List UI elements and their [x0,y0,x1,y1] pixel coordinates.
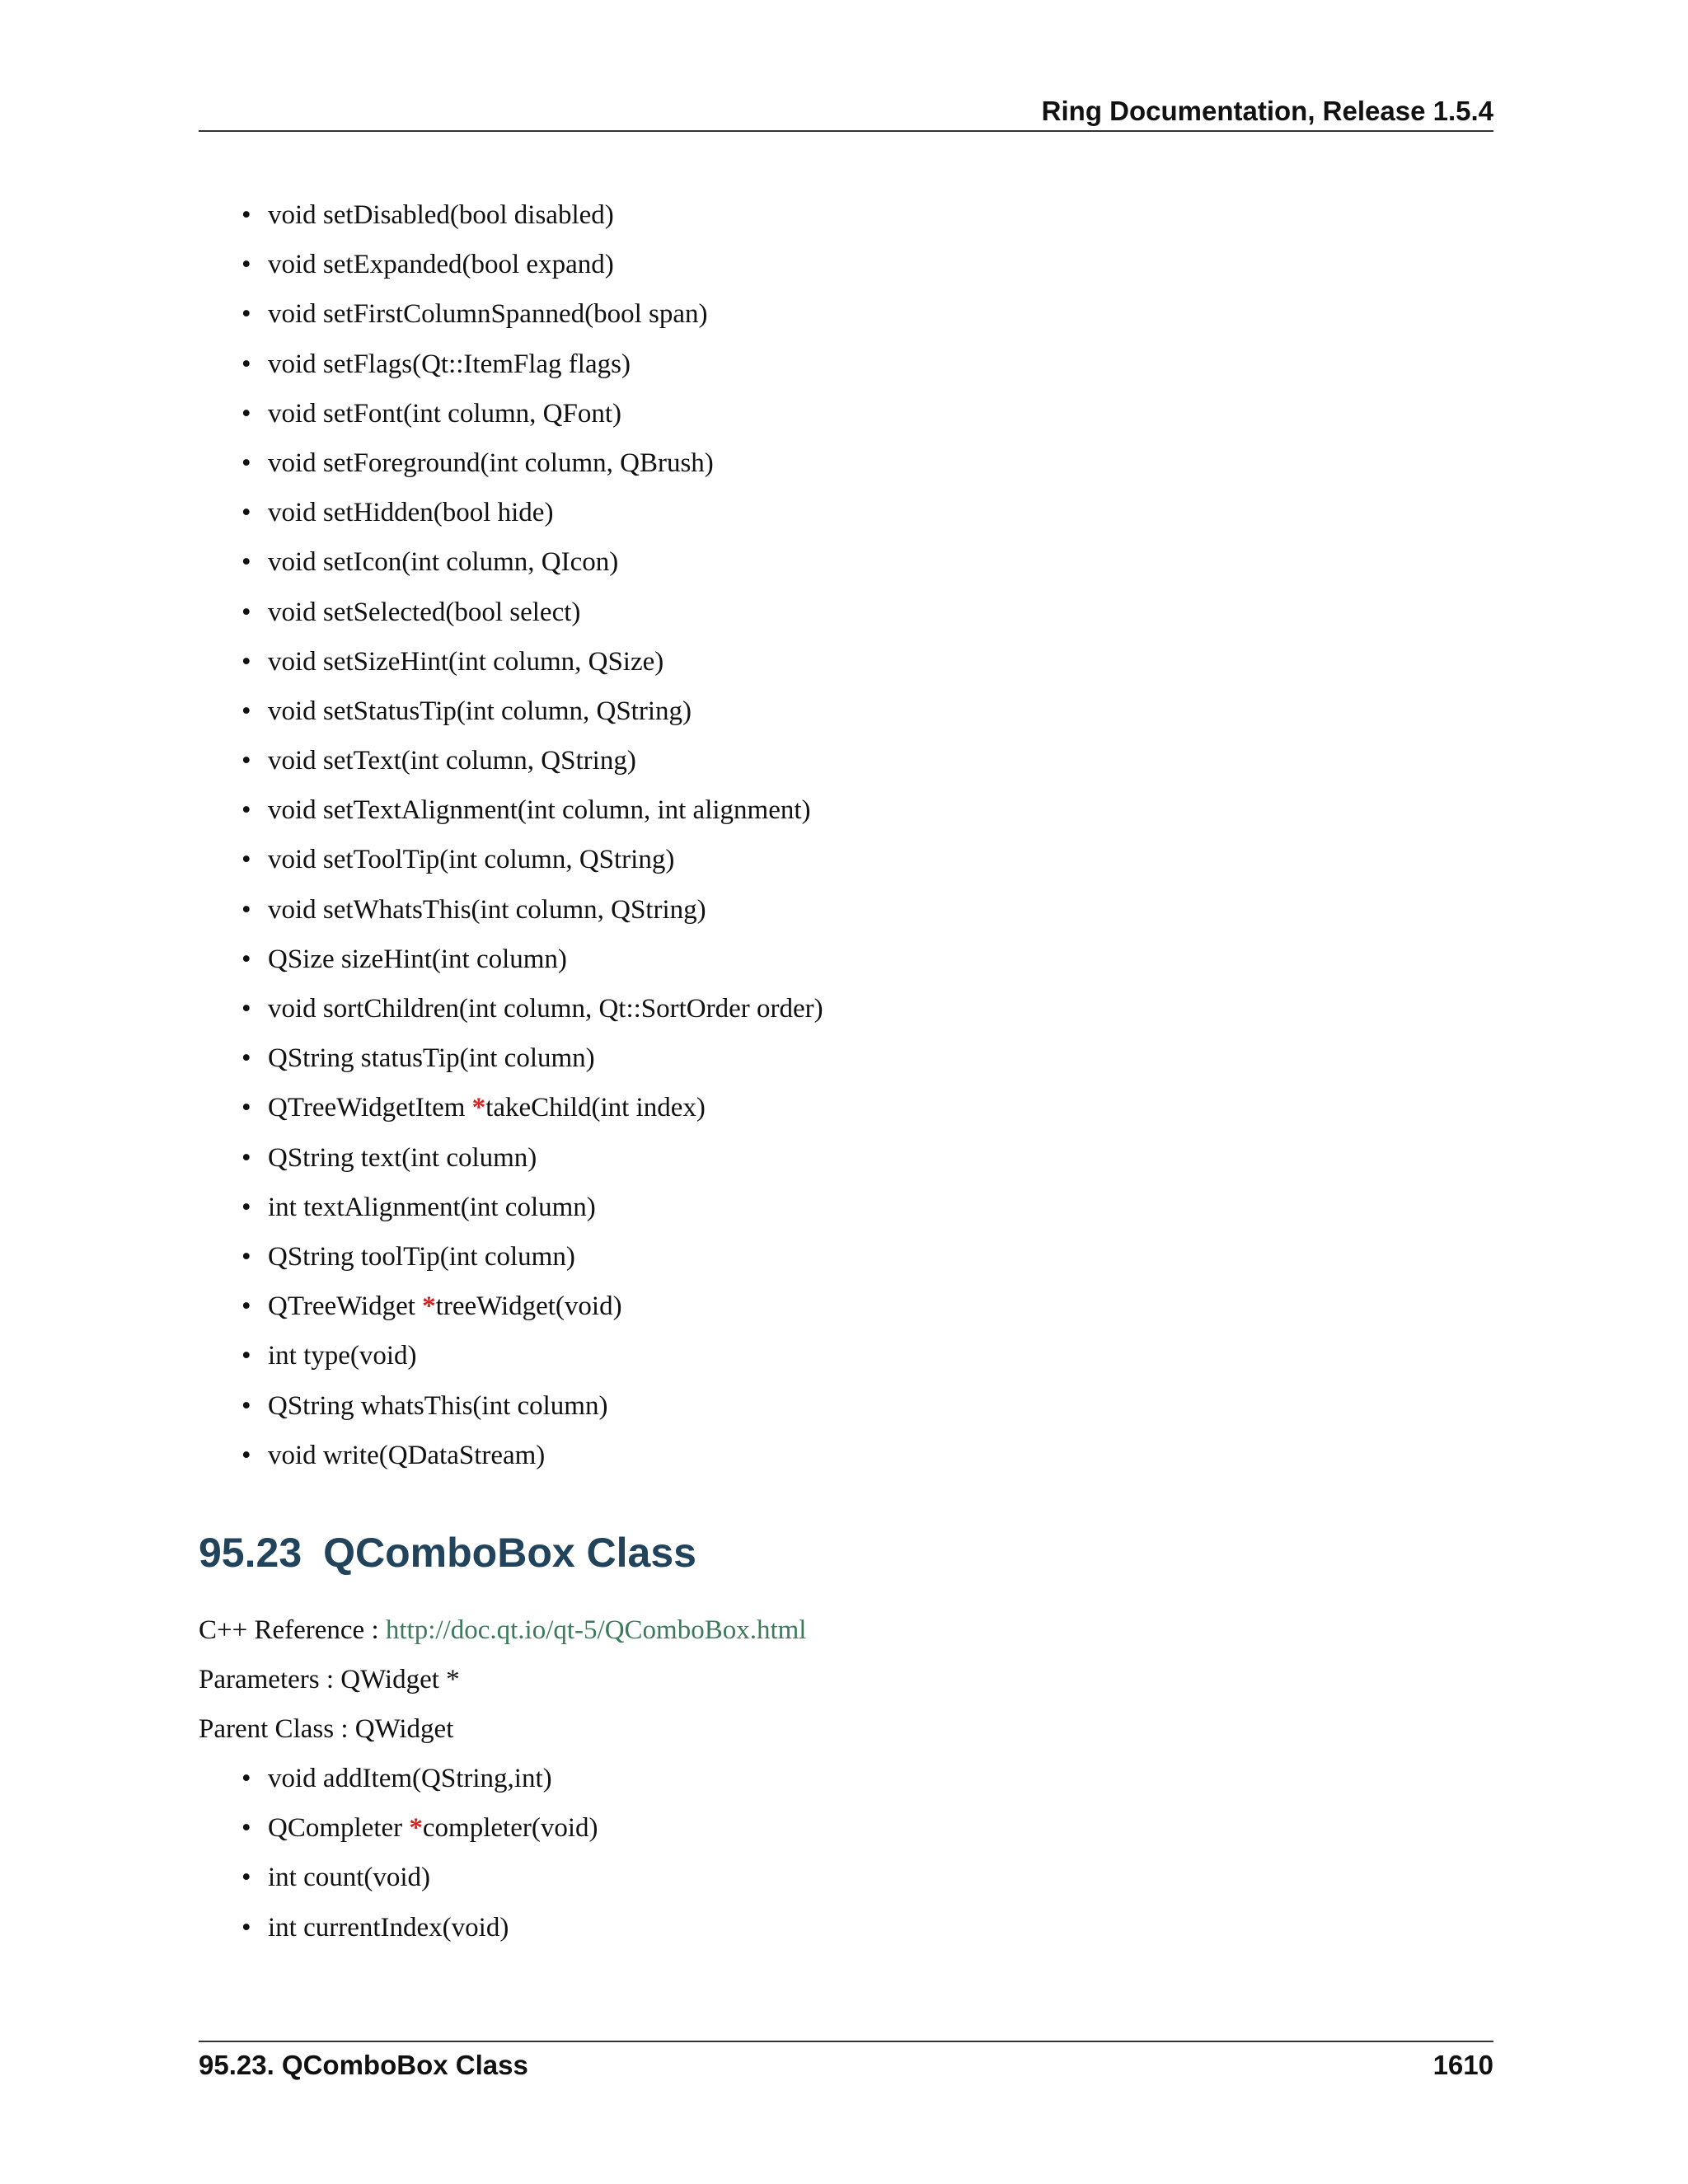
running-header [199,92,1493,132]
method-signature: void setText(int column, QString) [268,746,636,776]
method-item [239,340,823,389]
method-item [239,736,823,785]
method-signature: void write(QDataStream) [268,1440,546,1470]
method-item [239,1431,823,1480]
header-title: Ring Documentation, Release 1.5.4 [1041,96,1493,126]
page-number: 1610 [1432,2050,1493,2080]
footer-section-label: 95.23. QComboBox Class [199,2050,528,2080]
method-item [239,1083,823,1132]
section-title-text: QComboBox Class [323,1530,696,1576]
method-signature: QString statusTip(int column) [268,1043,595,1074]
method-item [239,1853,598,1902]
method-item [239,1183,823,1232]
method-signature: QTreeWidgetItem [268,1093,472,1123]
method-item [239,984,823,1033]
method-signature: void setTextAlignment(int column, int alignment) [268,795,811,826]
method-signature: void setIcon(int column, QIcon) [268,547,619,578]
method-signature: void setForeground(int column, QBrush) [268,448,714,478]
method-item [239,438,823,488]
method-signature: int currentIndex(void) [268,1912,509,1943]
method-signature: void setSelected(bool select) [268,597,581,627]
method-item [239,1754,598,1803]
method-item [239,537,823,587]
running-footer [199,2041,1493,2080]
method-item [239,588,823,637]
method-item [239,1803,598,1853]
method-item [239,389,823,438]
method-signature: void setExpanded(bool expand) [268,250,614,280]
method-item [239,1033,823,1083]
method-item [239,1381,823,1431]
method-signature: void sortChildren(int column, Qt::SortOrder order) [268,994,823,1024]
method-signature: QString text(int column) [268,1142,537,1173]
method-signature: void setToolTip(int column, QString) [268,845,675,875]
method-list-bottom [239,1754,598,1952]
method-item [239,637,823,687]
method-signature: QString whatsThis(int column) [268,1390,608,1421]
method-signature: void setStatusTip(int column, QString) [268,696,692,726]
method-signature: int count(void) [268,1863,431,1893]
method-signature: QTreeWidget [268,1291,423,1322]
method-name: takeChild(int index) [485,1093,706,1123]
method-item [239,1903,598,1952]
method-signature: void setFont(int column, QFont) [268,398,621,429]
method-item [239,935,823,984]
method-signature: void addItem(QString,int) [268,1764,552,1793]
method-signature: QCompleter [268,1813,410,1844]
method-name: treeWidget(void) [435,1291,622,1322]
method-signature: void setHidden(bool hide) [268,498,554,528]
method-signature: void setSizeHint(int column, QSize) [268,646,664,677]
method-signature: void setFirstColumnSpanned(bool span) [268,299,708,330]
pointer-asterisk: * [422,1291,436,1322]
method-item [239,488,823,537]
reference-link[interactable]: http://doc.qt.io/qt-5/QComboBox.html [385,1615,807,1645]
method-signature: void setDisabled(bool disabled) [268,200,614,230]
method-signature: int textAlignment(int column) [268,1192,596,1222]
method-item [239,289,823,339]
method-item [239,190,823,240]
method-signature: int type(void) [268,1341,417,1371]
method-item [239,785,823,835]
method-item [239,835,823,884]
pointer-asterisk: * [409,1813,423,1844]
method-item [239,687,823,736]
method-name: completer(void) [422,1813,598,1844]
method-item [239,240,823,289]
parent-class-line: Parent Class : QWidget [199,1714,454,1744]
section-number: 95.23 [199,1530,302,1576]
method-item [239,1133,823,1183]
method-item [239,885,823,935]
reference-label: C++ Reference : [199,1615,386,1645]
method-item [239,1232,823,1282]
pointer-asterisk: * [471,1093,486,1123]
method-item [239,1331,823,1380]
method-signature: void setWhatsThis(int column, QString) [268,894,706,925]
method-list-top [239,190,823,1480]
method-item [239,1282,823,1331]
cpp-reference-line [199,1605,806,1655]
method-signature: void setFlags(Qt::ItemFlag flags) [268,349,631,379]
parameters-line: Parameters : QWidget * [199,1665,460,1694]
method-signature: QString toolTip(int column) [268,1241,575,1272]
method-signature: QSize sizeHint(int column) [268,944,567,974]
section-heading [199,1529,696,1577]
